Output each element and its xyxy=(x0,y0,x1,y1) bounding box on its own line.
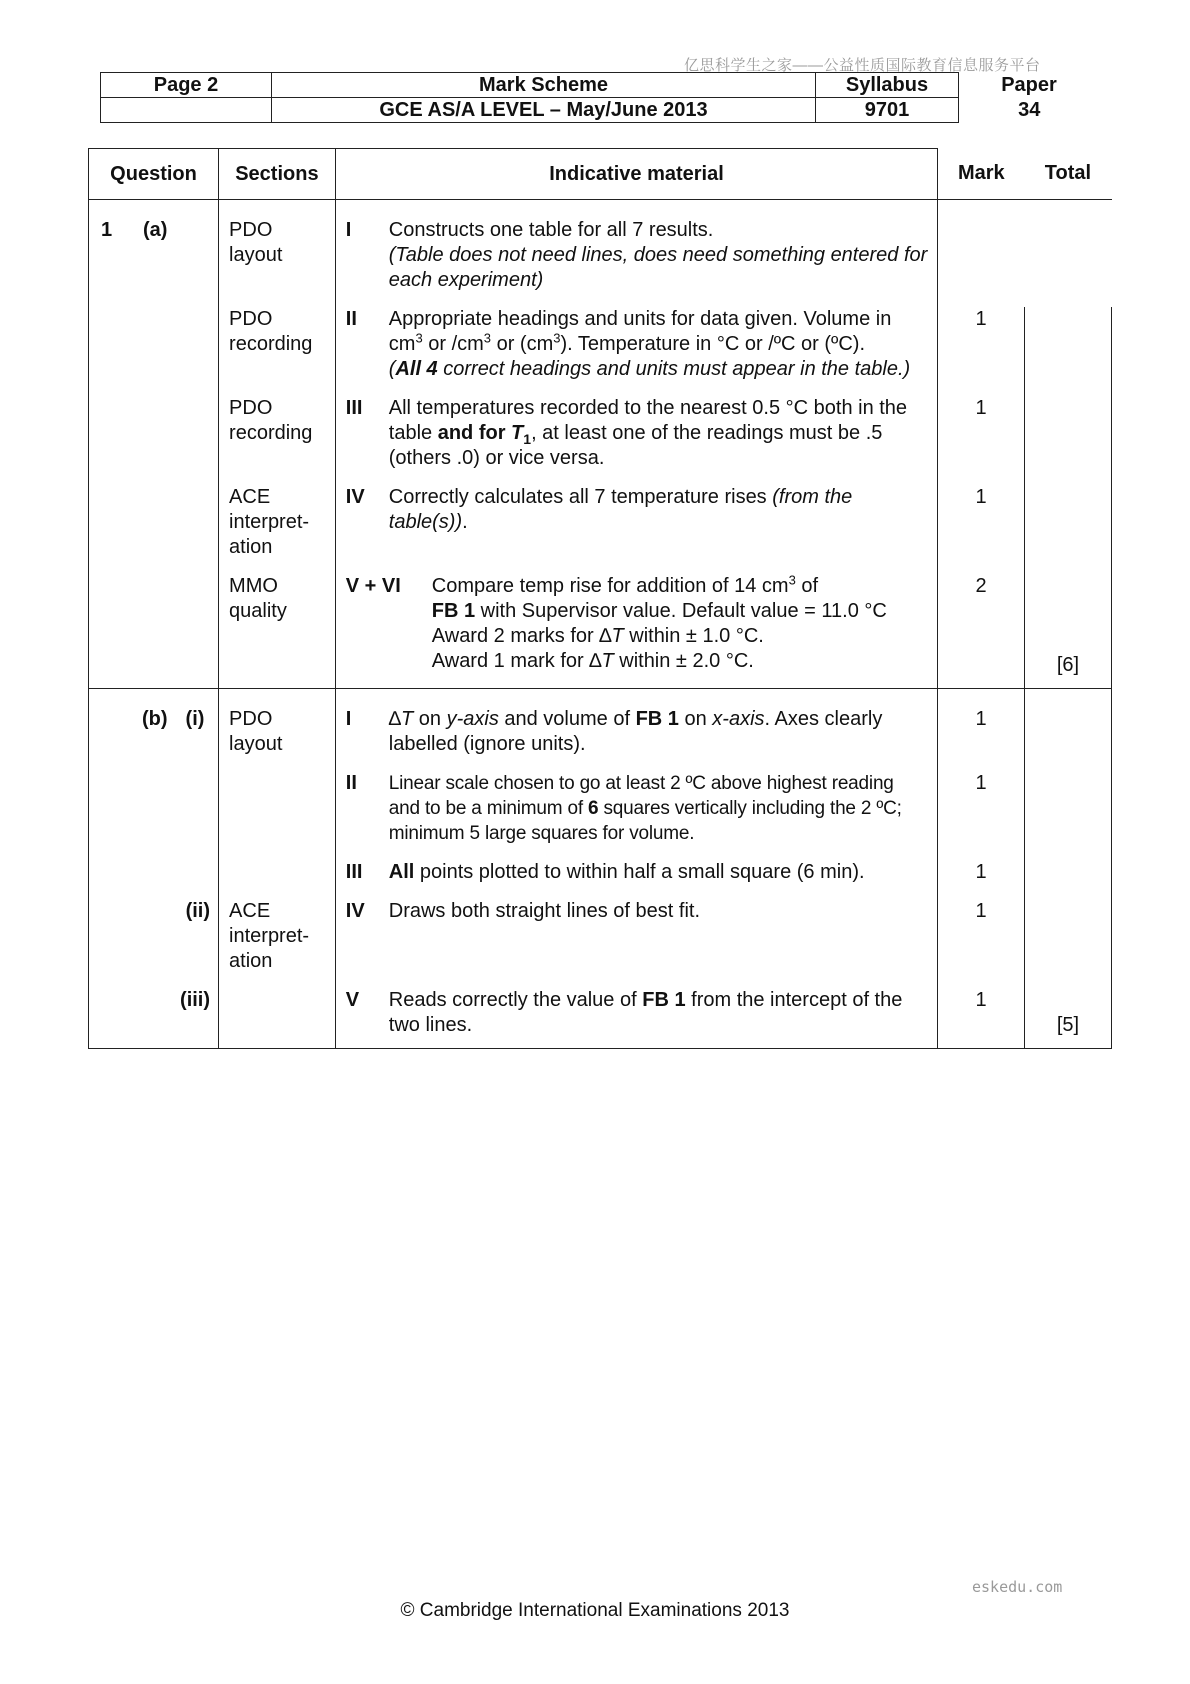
criterion-text: Constructs one table for all 7 results. xyxy=(388,219,714,241)
mark-value: 1 xyxy=(938,771,1025,860)
mark-value: 1 xyxy=(938,988,1025,1049)
watermark-bottom: eskedu.com xyxy=(972,1578,1063,1596)
criterion-number: II xyxy=(345,772,357,794)
section-label: MMO quality xyxy=(229,575,287,622)
section-label: PDO layout xyxy=(229,219,283,266)
question-subpart: (ii) xyxy=(185,900,211,922)
col-mark: Mark xyxy=(938,149,1025,200)
col-indicative: Indicative material xyxy=(335,149,938,200)
col-question: Question xyxy=(89,149,219,200)
criterion-number: IV xyxy=(345,900,365,922)
mark-value: 1 xyxy=(938,307,1025,396)
superscript: 3 xyxy=(415,330,423,346)
criterion-text: All temperatures recorded to the nearest 0.5 °C both in the table xyxy=(388,397,908,444)
criterion-text: or (cm xyxy=(491,333,554,355)
header-paper-label: Paper xyxy=(1001,74,1057,96)
mark-value: 1 xyxy=(938,485,1025,574)
section-label: PDO recording xyxy=(229,308,313,355)
header-empty-cell xyxy=(101,98,272,123)
criterion-text: or /cm xyxy=(422,333,484,355)
criterion-number: V + VI xyxy=(345,575,401,597)
header-table xyxy=(100,72,1100,123)
col-total: Total xyxy=(1024,149,1111,200)
section-label: PDO layout xyxy=(229,708,283,755)
criterion-text: Compare temp rise for addition of 14 cm xyxy=(431,575,789,597)
table-header-row xyxy=(89,149,1112,200)
watermark-top: 亿思科学生之家——公益性质国际教育信息服务平台 xyxy=(684,57,1041,74)
criterion-text: ). Temperature in °C or /ºC or (ºC). xyxy=(560,333,866,355)
header-syllabus: 9701 xyxy=(816,98,959,123)
criterion-text: Draws both straight lines of best fit. xyxy=(388,900,701,922)
criterion-number: II xyxy=(345,308,357,330)
section-label: ACE interpret-ation xyxy=(229,900,310,972)
criterion-number: III xyxy=(345,861,363,883)
table-row: II Linear scale chosen to go at least 2 ºC above highest reading and to be a minimum of 6 squares vertically including the 2 ºC; minimum 5 large squares for volume. 1 xyxy=(89,771,1112,860)
total-value: [5] xyxy=(1024,988,1111,1049)
question-number: 1 xyxy=(101,219,113,241)
table-row: PDO recording III All temperatures recorded to the nearest 0.5 °C both in the table and for $T_1$, at least one of the readings must be .5 (others .0) or vice versa. 1 xyxy=(89,396,1112,485)
total-value: [6] xyxy=(1024,574,1111,689)
header-syllabus-label: Syllabus xyxy=(816,73,959,98)
criterion-text: Appropriate headings and units for data given. Volume in cm xyxy=(388,308,892,355)
mark-value: 1 xyxy=(938,899,1025,988)
table-row: (iii) V Reads correctly the value of FB 1 from the intercept of the two lines. 1 [5] xyxy=(89,988,1112,1049)
table-row: ACE interpret-ation IV Correctly calculates all 7 temperature rises (from the table(s)). 1 xyxy=(89,485,1112,574)
table-row xyxy=(89,307,1112,396)
mark-value: 1 xyxy=(938,396,1025,485)
criterion-number: I xyxy=(345,219,352,241)
question-part: (b) xyxy=(142,708,168,730)
superscript: 3 xyxy=(483,330,492,346)
criterion-note: (Table does not need lines, does need something entered for each experiment) xyxy=(388,244,928,291)
table-row: MMO quality V + VI Compare temp rise for addition of 14 $cm^3$ of FB 1 with Supervisor value. Default value = 11.0 °C Award 2 marks for ∆T within ± 1.0 °C. Award 1 mark for ∆T within ± 2.0 °C. 2 [6] xyxy=(89,574,1112,689)
criterion-number: V xyxy=(345,989,360,1011)
question-subpart: (iii) xyxy=(180,989,211,1011)
superscript: 3 xyxy=(553,330,561,346)
table-row: (b) (i) PDO layout I ∆T on y-axis and volume of FB 1 on x-axis. Axes clearly labelled (ignore units). 1 xyxy=(89,689,1112,772)
section-label: PDO recording xyxy=(229,397,313,444)
mark-value: 1 xyxy=(938,689,1025,772)
mark-value: 2 xyxy=(938,574,1025,689)
col-sections: Sections xyxy=(219,149,336,200)
section-label: ACE interpret-ation xyxy=(229,486,310,558)
question-part: (a) xyxy=(143,219,168,241)
criterion-number: IV xyxy=(345,486,365,508)
criterion-number: I xyxy=(345,708,352,730)
mark-scheme-table xyxy=(88,148,1112,1049)
criterion-note: (All 4 correct headings and units must appear in the table.) xyxy=(388,358,911,380)
table-row xyxy=(89,899,1112,988)
question-cell xyxy=(89,200,219,308)
header-paper: 34 xyxy=(1018,99,1041,121)
footer-copyright: © Cambridge International Examinations 2013 xyxy=(400,1600,790,1621)
table-row xyxy=(89,200,1112,308)
criterion-number: III xyxy=(345,397,363,419)
mark-value: 1 xyxy=(938,860,1025,899)
header-exam: GCE AS/A LEVEL – May/June 2013 xyxy=(272,98,816,123)
question-subpart: (i) xyxy=(185,708,205,730)
header-page: Page 2 xyxy=(101,73,272,98)
criterion-text: Correctly calculates all 7 temperature rises xyxy=(388,486,773,508)
table-row: III All points plotted to within half a small square (6 min). 1 xyxy=(89,860,1112,899)
header-mark-scheme: Mark Scheme xyxy=(272,73,816,98)
